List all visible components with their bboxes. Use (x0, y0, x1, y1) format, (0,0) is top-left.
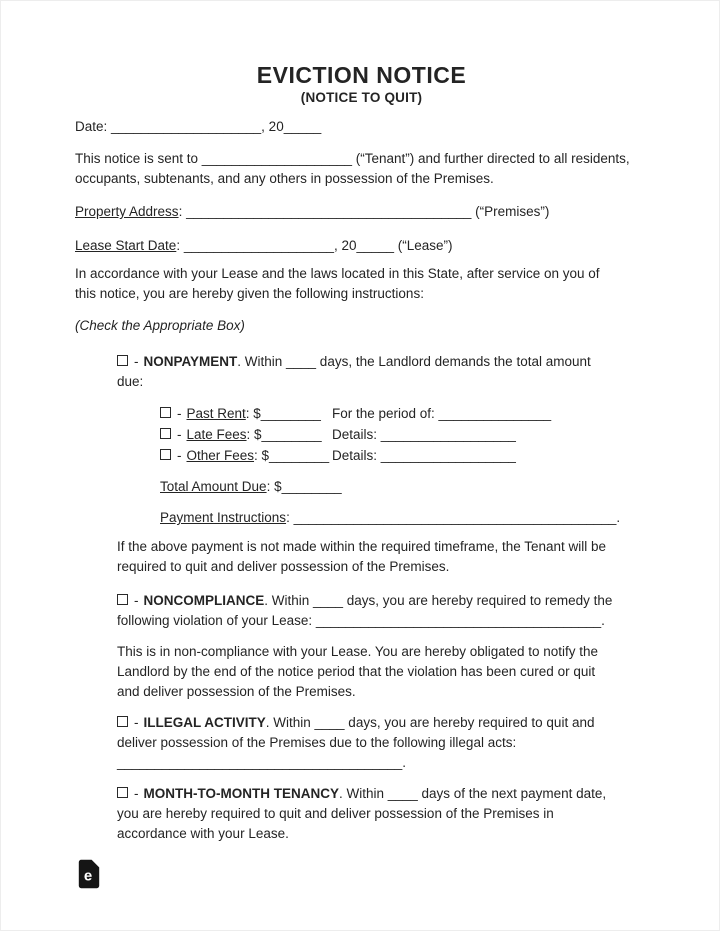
past-rent-label: Past Rent (186, 406, 246, 421)
illegal-acts-blank: ______________________________________. (117, 755, 407, 770)
text-line: accordance with your Lease. (117, 826, 289, 841)
date-line: Date: ____________________, 20_____ (75, 119, 322, 134)
fee-left (160, 403, 332, 424)
nonpayment-checkbox[interactable] (117, 355, 128, 366)
text-line: If the above payment is not made within the required timeframe, the Tenant will be (117, 539, 607, 554)
payment-instructions-blank: : ___________________________________________. (286, 510, 621, 525)
past-rent-amount-blank: : $________ (245, 406, 321, 421)
property-address-line (75, 202, 648, 222)
late-fees-detail: Details: __________________ (332, 427, 516, 442)
late-fees-label: Late Fees (186, 427, 247, 442)
month-to-month-section (117, 784, 648, 844)
payment-warning-paragraph (117, 537, 648, 577)
document-subtitle: (NOTICE TO QUIT) (300, 90, 423, 105)
document-title: EVICTION NOTICE (256, 62, 467, 88)
lease-start-date-line (75, 236, 648, 256)
lease-start-date-label: Lease Start Date (75, 238, 177, 253)
noncompliance-label: NONCOMPLIANCE (143, 593, 265, 608)
notice-recipient-paragraph (75, 149, 648, 189)
past-rent-checkbox[interactable] (160, 407, 171, 418)
dash: - (134, 593, 139, 608)
lease-start-date-blank: : ____________________, 20_____ (“Lease”) (176, 238, 453, 253)
logo-letter: e (83, 867, 93, 885)
lease-violation-blank: following violation of your Lease: ______________________________________. (117, 613, 605, 628)
text-line: required to quit and deliver possession of the Premises. (117, 559, 450, 574)
noncompliance-explanation-paragraph (117, 642, 648, 702)
text-line: In accordance with your Lease and the laws located in this State, after service on you of (75, 266, 600, 281)
late-fees-amount-blank: : $________ (246, 427, 322, 442)
check-box-instruction: (Check the Appropriate Box) (75, 318, 245, 333)
late-fees-row (160, 424, 648, 445)
noncompliance-section (117, 591, 648, 631)
dash: - (177, 427, 182, 442)
text-line: . Within ____ days, you are hereby required to remedy the (264, 593, 613, 608)
late-fees-checkbox[interactable] (160, 428, 171, 439)
dash: - (134, 786, 139, 801)
text-line: deliver possession of the Premises due to the following illegal acts: (117, 735, 517, 750)
dash: - (177, 448, 182, 463)
payment-instructions-line (160, 508, 648, 528)
text-line: . Within ____ days of the next payment date, (338, 786, 607, 801)
fee-list (160, 403, 648, 466)
total-amount-due-blank: : $________ (266, 479, 342, 494)
payment-instructions-label: Payment Instructions (160, 510, 287, 525)
dash: - (134, 354, 139, 369)
month-to-month-label: MONTH-TO-MONTH TENANCY (143, 786, 339, 801)
noncompliance-checkbox[interactable] (117, 594, 128, 605)
other-fees-label: Other Fees (186, 448, 255, 463)
text-line: Landlord by the end of the notice period that the violation has been cured or quit (117, 664, 596, 679)
other-fees-amount-blank: : $________ (254, 448, 330, 463)
total-amount-due-label: Total Amount Due (160, 479, 267, 494)
property-address-blank: : ______________________________________ (“Premises”) (178, 204, 550, 219)
other-fees-detail: Details: __________________ (332, 448, 516, 463)
other-fees-checkbox[interactable] (160, 449, 171, 460)
text-line: due: (117, 374, 144, 389)
month-to-month-checkbox[interactable] (117, 787, 128, 798)
eforms-logo-icon (78, 859, 100, 889)
illegal-activity-label: ILLEGAL ACTIVITY (143, 715, 266, 730)
text-line: this notice, you are hereby given the following instructions: (75, 286, 424, 301)
text-line: . Within ____ days, you are hereby required to quit and (265, 715, 595, 730)
text-line: This notice is sent to ____________________ (“Tenant”) and further directed to all residents, (75, 151, 630, 166)
dash: - (134, 715, 139, 730)
instructions-paragraph (75, 264, 648, 304)
nonpayment-label: NONPAYMENT (143, 354, 238, 369)
illegal-activity-checkbox[interactable] (117, 716, 128, 727)
total-amount-due-line (160, 477, 648, 497)
other-fees-row (160, 445, 648, 466)
text-line: and deliver possession of the Premises. (117, 684, 356, 699)
past-rent-row (160, 403, 648, 424)
text-line: you are hereby required to quit and deliver possession of the Premises in (117, 806, 554, 821)
illegal-activity-section (117, 713, 648, 773)
past-rent-detail: For the period of: _______________ (332, 406, 552, 421)
text-line: This is in non-compliance with your Lease. You are hereby obligated to notify the (117, 644, 599, 659)
fee-left (160, 424, 332, 445)
property-address-label: Property Address (75, 204, 179, 219)
nonpayment-section (117, 352, 648, 392)
text-line: . Within ____ days, the Landlord demands the total amount (237, 354, 591, 369)
text-line: occupants, subtenants, and any others in possession of the Premises. (75, 171, 494, 186)
fee-left (160, 445, 332, 466)
dash: - (177, 406, 182, 421)
